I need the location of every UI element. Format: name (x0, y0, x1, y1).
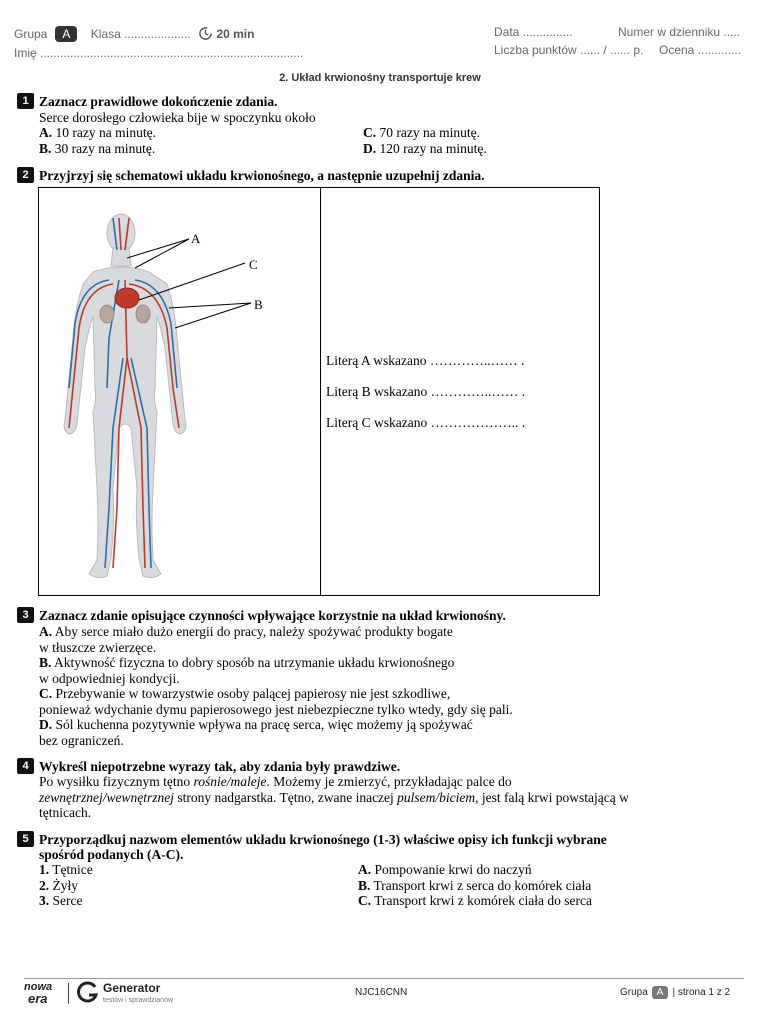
q4-choice-3[interactable]: pulsem/biciem (397, 790, 476, 805)
q5-item-2[interactable]: 2. Żyły (39, 878, 78, 893)
q3-option-d[interactable]: D. Sól kuchenna pozytywnie wpływa na pracę serca, więc możemy ją spożywać bez ograniczeń. (39, 717, 473, 748)
q2-line-a[interactable]: Literą A wskazano …………..…… . (326, 353, 525, 368)
q4-title: Wykreśl niepotrzebne wyrazy tak, aby zdania były prawdziwe. (39, 759, 401, 774)
number-field: Numer w dzienniku ..... (618, 25, 741, 39)
circulatory-system-diagram (39, 188, 319, 595)
q5-desc-a[interactable]: A. Pompowanie krwi do naczyń (358, 862, 532, 877)
q1-option-a[interactable]: A. 10 razy na minutę. (39, 125, 156, 140)
generator-logo-icon (76, 981, 100, 1010)
label-a: A (191, 231, 201, 246)
q4-choice-1[interactable]: rośnie/maleje (193, 774, 267, 789)
question-number-5: 5 (17, 831, 34, 847)
logo-separator (68, 983, 69, 1004)
q2-line-b[interactable]: Literą B wskazano …………..…… . (326, 384, 526, 399)
question-number-3: 3 (17, 607, 34, 623)
question-number-4: 4 (17, 758, 34, 774)
document-code: NJC16CNN (355, 987, 408, 998)
name-field: Imię ............................................................................... (14, 46, 304, 60)
points-field: Liczba punktów ...... / ...... p. (494, 43, 644, 57)
q5-desc-b[interactable]: B. Transport krwi z serca do komórek ciała (358, 878, 592, 893)
q4-line-1: Po wysiłku fizycznym tętno rośnie/maleje. Możemy je zmierzyć, przykładając palce do (39, 774, 512, 789)
page-title: 2. Układ krwionośny transportuje krew (279, 72, 481, 84)
q1-stem: Serce dorosłego człowieka bije w spoczynku około (39, 110, 316, 125)
q2-title: Przyjrzyj się schematowi układu krwionośnego, a następnie uzupełnij zdania. (39, 168, 485, 183)
timer-icon (198, 26, 213, 44)
footer-page-info: Grupa A | strona 1 z 2 (620, 987, 731, 998)
q5-item-1[interactable]: 1. Tętnice (39, 862, 93, 877)
q4-choice-2[interactable]: zewnętrznej/wewnętrznej (39, 790, 174, 805)
q2-table (38, 187, 600, 596)
q3-option-b[interactable]: B. Aktywność fizyczna to dobry sposób na utrzymanie układu krwionośnego w odpowiedniej kondycji. (39, 655, 455, 686)
q3-title: Zaznacz zdanie opisujące czynności wpływające korzystnie na układ krwionośny. (39, 608, 506, 623)
q1-title: Zaznacz prawidłowe dokończenie zdania. (39, 94, 278, 109)
class-label: Klasa .................... (90, 27, 191, 41)
header-left-row1 (14, 26, 254, 44)
generator-logo-text: Generator testów i sprawdzianów (103, 981, 174, 1004)
group-badge: A (55, 26, 77, 42)
q4-line-3: tętnicach. (39, 805, 92, 820)
question-number-1: 1 (17, 93, 34, 109)
question-number-2: 2 (17, 167, 34, 183)
q2-line-c[interactable]: Literą C wskazano ……………….. . (326, 415, 526, 430)
grade-field: Ocena ............. (659, 43, 742, 57)
q3-option-c[interactable]: C. Przebywanie w towarzystwie osoby palącej papierosy nie jest szkodliwe, ponieważ wdychanie dymu papierosowego jest niebezpieczne tylko wtedy, gdy się pali. (39, 686, 513, 717)
time-limit: 20 min (216, 27, 255, 41)
q2-table-divider (320, 188, 321, 595)
date-field: Data ............... (494, 25, 573, 39)
q5-title-line2: spośród podanych (A-C). (39, 847, 184, 862)
q3-option-a[interactable]: A. Aby serce miało dużo energii do pracy, należy spożywać produkty bogate w tłuszcze zwierzęce. (39, 624, 453, 655)
label-c: C (249, 257, 258, 272)
footer-divider (24, 978, 744, 979)
nowa-era-logo: nowa era (24, 981, 53, 1006)
label-b: B (254, 297, 263, 312)
q4-line-2: zewnętrznej/wewnętrznej strony nadgarstka. Tętno, zwane inaczej pulsem/biciem, jest falą krwi powstającą w (39, 790, 629, 805)
q1-option-b[interactable]: B. 30 razy na minutę. (39, 141, 156, 156)
q1-option-d[interactable]: D. 120 razy na minutę. (363, 141, 487, 156)
q1-option-c[interactable]: C. 70 razy na minutę. (363, 125, 480, 140)
q5-desc-c[interactable]: C. Transport krwi z komórek ciała do serca (358, 893, 592, 908)
q5-item-3[interactable]: 3. Serce (39, 893, 83, 908)
q5-title-line1: Przyporządkuj nazwom elementów układu krwionośnego (1-3) właściwe opisy ich funkcji wybrane (39, 832, 607, 847)
group-label: Grupa (14, 27, 48, 41)
footer-group-badge: A (652, 986, 669, 999)
